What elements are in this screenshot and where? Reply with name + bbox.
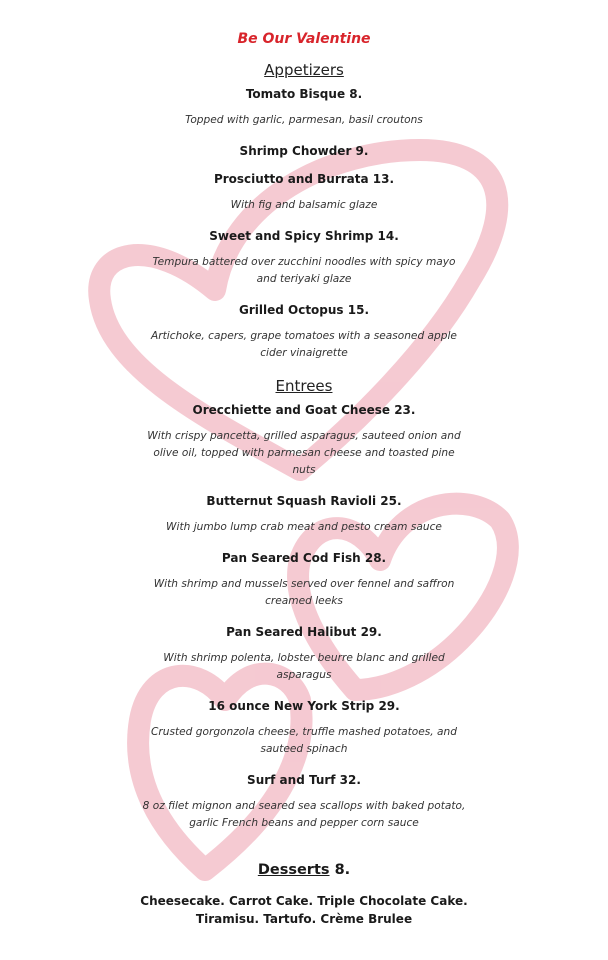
desserts-line: Tiramisu. Tartufo. Crème Brulee — [195, 912, 413, 926]
item-description: With shrimp and mussels served over fennel and saffron creamed leeks — [153, 578, 455, 607]
menu-item — [0, 143, 608, 159]
item-description: Topped with garlic, parmesan, basil croutons — [185, 114, 423, 126]
section-heading-entrees: Entrees — [275, 377, 333, 395]
menu-item — [0, 698, 608, 758]
item-description: With fig and balsamic glaze — [230, 199, 378, 211]
section-heading-appetizers: Appetizers — [264, 61, 344, 79]
menu-title: Be Our Valentine — [237, 31, 371, 47]
menu-item — [0, 171, 608, 214]
menu-item — [0, 228, 608, 288]
desserts-line: Cheesecake. Carrot Cake. Triple Chocolate Cake. — [140, 894, 468, 908]
item-name: Surf and Turf 32. — [247, 773, 361, 787]
item-name: Shrimp Chowder 9. — [239, 144, 369, 158]
menu-item — [0, 624, 608, 684]
item-name: Sweet and Spicy Shrimp 14. — [209, 229, 399, 243]
item-description: With crispy pancetta, grilled asparagus, sauteed onion and olive oil, topped with parmesan cheese and toasted pine nuts — [147, 430, 461, 476]
desserts-list — [0, 892, 608, 928]
desserts-price: 8. — [329, 862, 351, 878]
menu-item — [0, 302, 608, 362]
desserts-heading-label: Desserts — [257, 862, 330, 878]
item-description: Tempura battered over zucchini noodles with spicy mayo and teriyaki glaze — [152, 256, 456, 285]
section-heading-desserts — [0, 860, 608, 880]
item-name: Pan Seared Cod Fish 28. — [221, 551, 387, 565]
item-description: Crusted gorgonzola cheese, truffle mashed potatoes, and sauteed spinach — [151, 726, 457, 755]
item-description: With jumbo lump crab meat and pesto cream sauce — [166, 521, 442, 533]
item-name: Prosciutto and Burrata 13. — [213, 172, 395, 186]
menu-item — [0, 86, 608, 129]
item-name: Orecchiette and Goat Cheese 23. — [192, 403, 416, 417]
item-name: Grilled Octopus 15. — [238, 303, 370, 317]
menu-item — [0, 402, 608, 479]
item-name: Butternut Squash Ravioli 25. — [206, 494, 402, 508]
item-description: 8 oz filet mignon and seared sea scallops with baked potato, garlic French beans and pepper corn sauce — [142, 800, 466, 829]
menu-item — [0, 493, 608, 536]
item-name: Pan Seared Halibut 29. — [226, 625, 382, 639]
item-name: 16 ounce New York Strip 29. — [208, 699, 400, 713]
menu-item — [0, 550, 608, 610]
item-description: Artichoke, capers, grape tomatoes with a seasoned apple cider vinaigrette — [151, 330, 457, 359]
menu-item — [0, 772, 608, 832]
item-description: With shrimp polenta, lobster beurre blanc and grilled asparagus — [163, 652, 445, 681]
item-name: Tomato Bisque 8. — [245, 87, 363, 101]
